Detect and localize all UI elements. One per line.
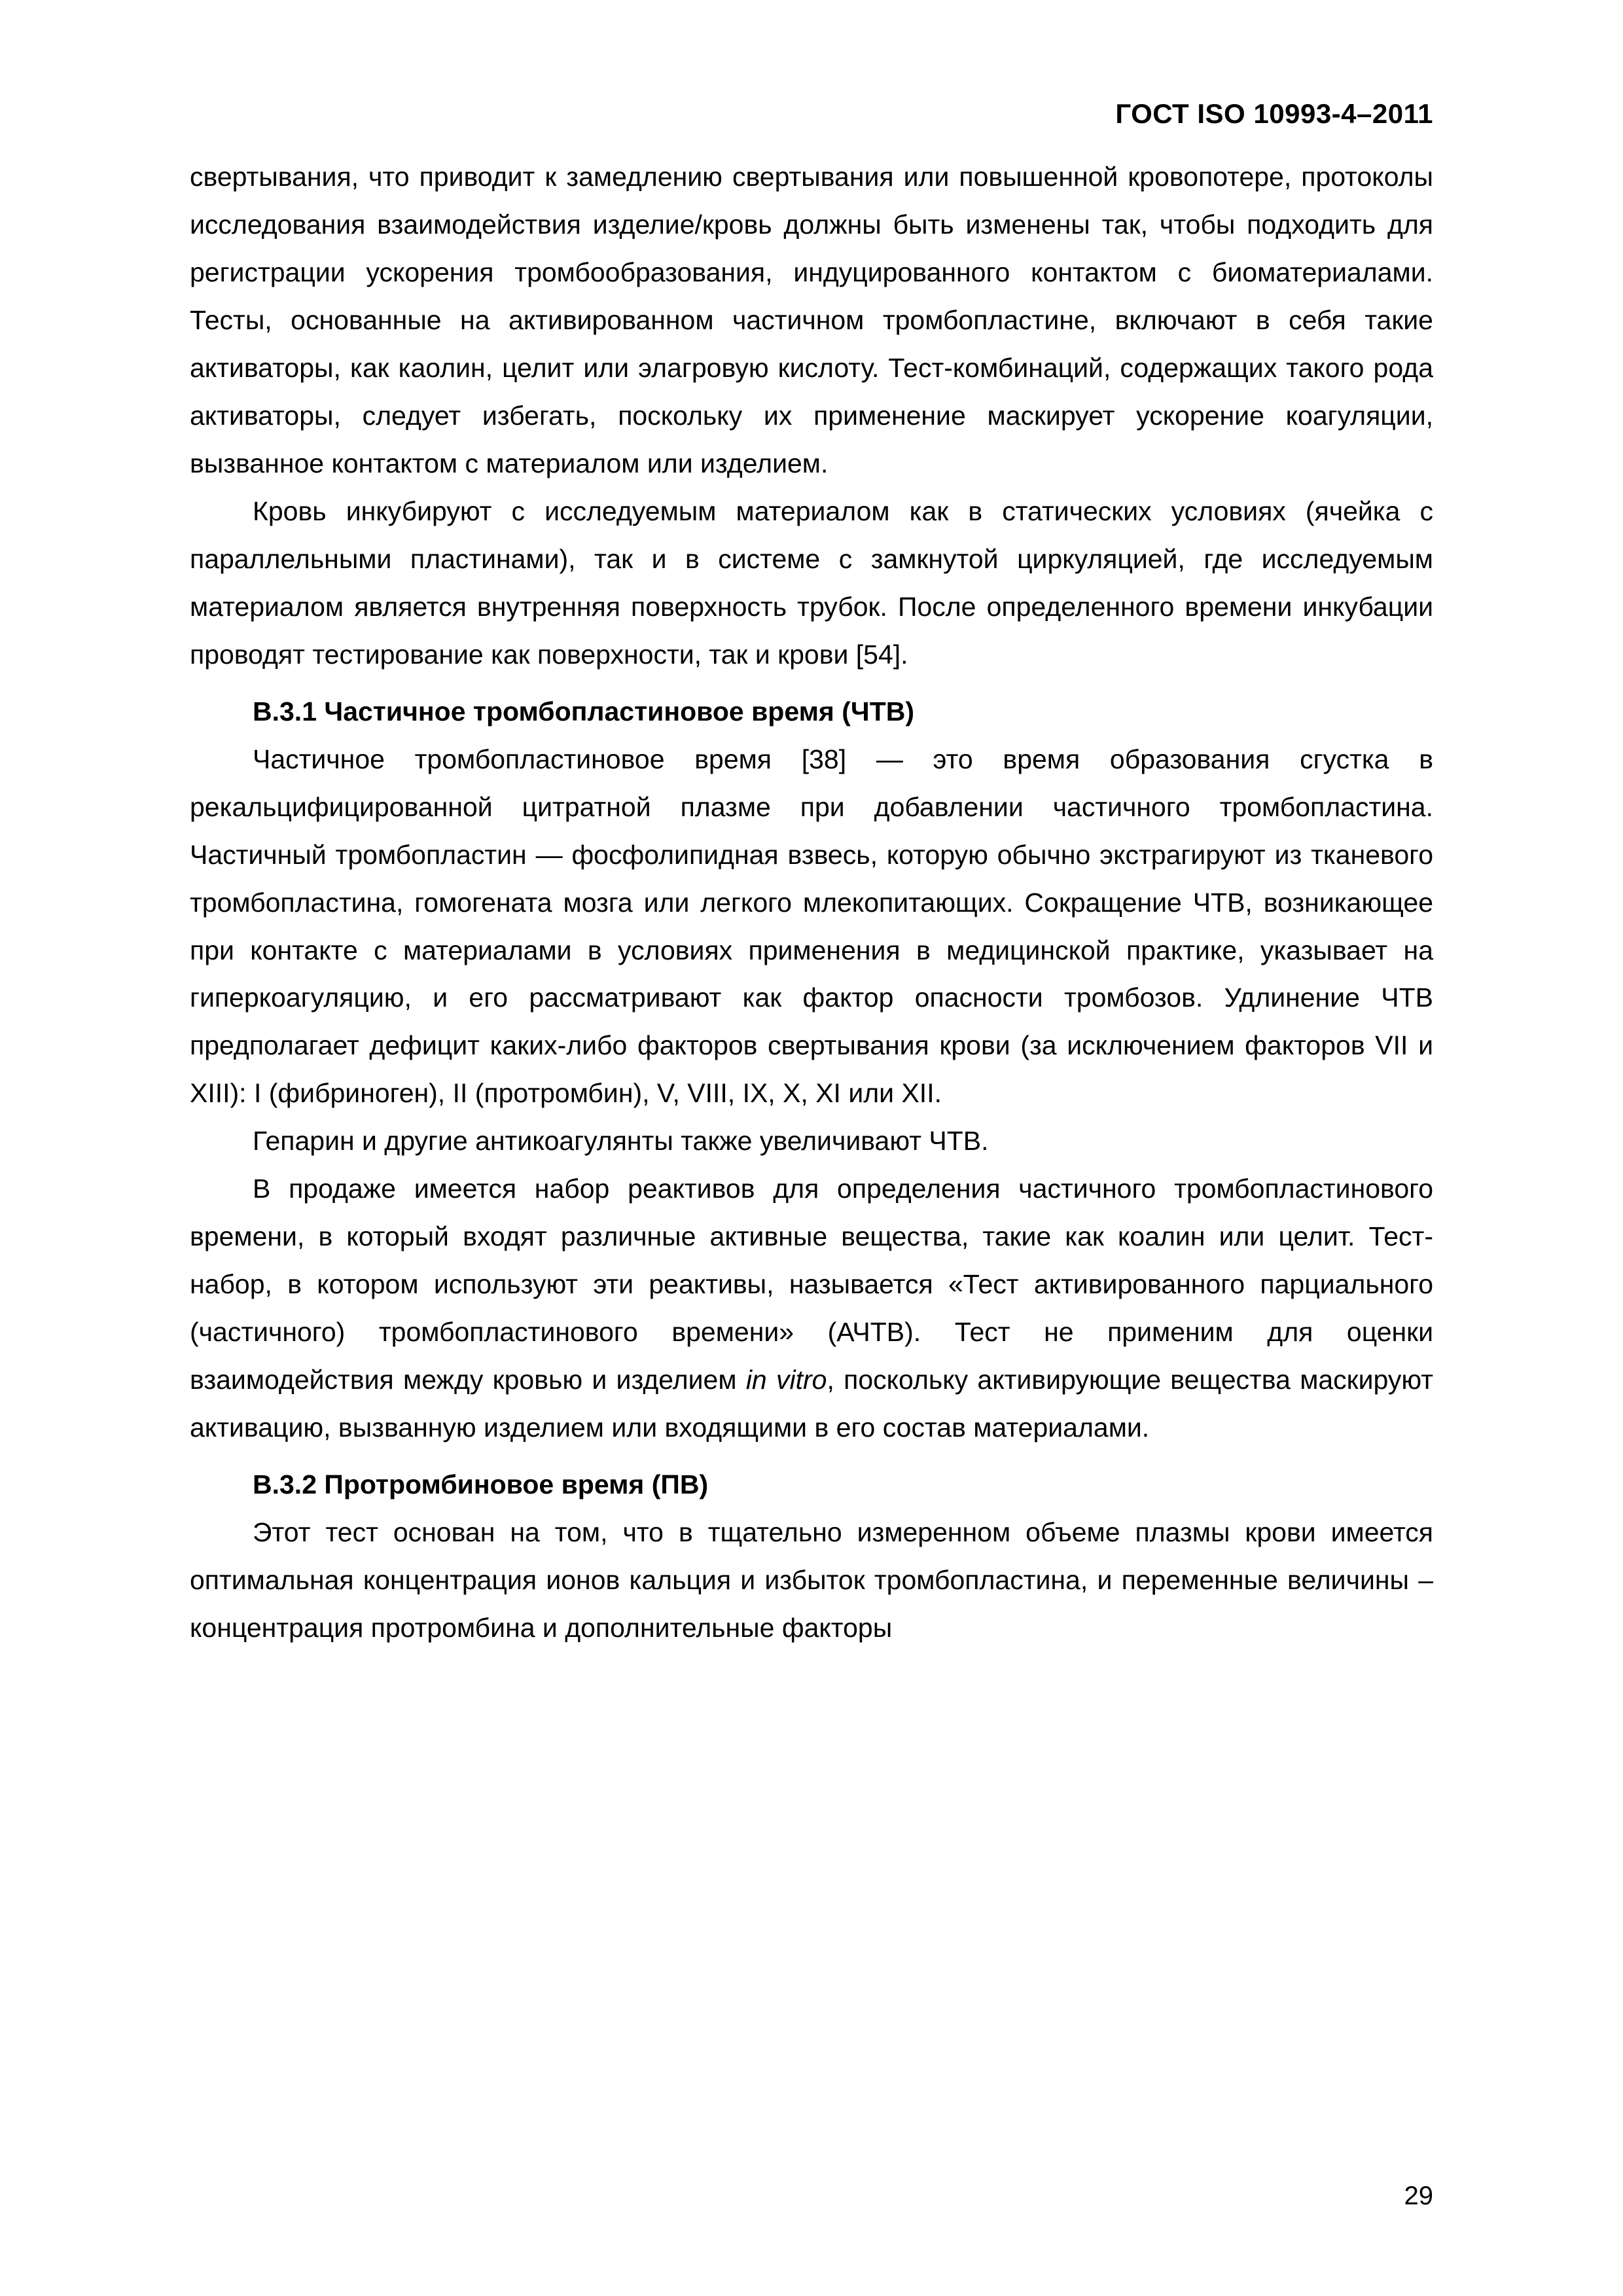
- paragraph-reagent-kit-italic-term: in vitro: [745, 1365, 827, 1395]
- paragraph-blood-incubation: Кровь инкубируют с исследуемым материалом как в статических условиях (ячейка с параллельными пластинами), так и в системе с замкнутой циркуляцией, где исследуемым материалом является внутренняя поверхность трубок. После определенного времени инкубации проводят тестирование как поверхности, так и крови [54].: [190, 495, 1433, 670]
- heading-b-3-1-partial-thromboplastin-time: В.3.1 Частичное тромбопластиновое время (ЧТВ): [253, 696, 915, 726]
- paragraph-reagent-kit: [190, 1165, 1433, 1452]
- page-content: [190, 98, 1433, 1652]
- paragraph-reagent-kit-tail: , поскольку активирующие вещества маскируют активацию, вызванную изделием или входящими в его состав материалами.: [190, 1365, 1433, 1443]
- paragraph-continued-coagulation: свертывания, что приводит к замедлению свертывания или повышенной кровопотере, протоколы исследования взаимодействия изделие/кровь должны быть изменены так, чтобы подходить для регистрации ускорения тромбообразования, индуцированного контактом с биоматериалами. Тесты, основанные на активированном частичном тромбопластине, включают в себя такие активаторы, как каолин, целит или элагровую кислоту. Тест-комбинаций, содержащих такого рода активаторы, следует избегать, поскольку их применение маскирует ускорение коагуляции, вызванное контактом с материалом или изделием.: [190, 162, 1433, 478]
- paragraph-heparin-anticoagulants: Гепарин и другие антикоагулянты также увеличивают ЧТВ.: [253, 1126, 989, 1157]
- paragraph-pt-basis: Этот тест основан на том, что в тщательно измеренном объеме плазмы крови имеется оптимальная концентрация ионов кальция и избыток тромбопластина, и переменные величины – концентрация протромбина и дополнительные факторы: [190, 1517, 1433, 1643]
- document-header-standard-number: ГОСТ ISO 10993-4–2011: [1115, 98, 1433, 129]
- heading-b-3-2-prothrombin-time: В.3.2 Протромбиновое время (ПВ): [253, 1469, 709, 1500]
- paragraph-ptt-definition: Частичное тромбопластиновое время [38] — это время образования сгустка в рекальцифицированной цитратной плазме при добавлении частичного тромбопластина. Частичный тромбопластин — фосфолипидная взвесь, которую обычно экстрагируют из тканевого тромбопластина, гомогената мозга или легкого млекопитающих. Сокращение ЧТВ, возникающее при контакте с материалами в условиях применения в медицинской практике, указывает на гиперкоагуляцию, и его рассматривают как фактор опасности тромбозов. Удлинение ЧТВ предполагает дефицит каких-либо факторов свертывания крови (за исключением факторов VII и XIII): I (фибриноген), II (протромбин), V, VIII, IX, X, XI или XII.: [190, 744, 1433, 1109]
- paragraph-reagent-kit-lead: В продаже имеется набор реактивов для определения частичного тромбопластинового времени, в который входят различные активные вещества, такие как коалин или целит. Тест-набор, в котором используют эти реактивы, называется «Тест активированного парциального (частичного) тромбопластинового времени» (АЧТВ). Тест не применим для оценки взаимодействия между кровью и изделием: [190, 1174, 1433, 1395]
- page-number: 29: [1404, 2181, 1433, 2210]
